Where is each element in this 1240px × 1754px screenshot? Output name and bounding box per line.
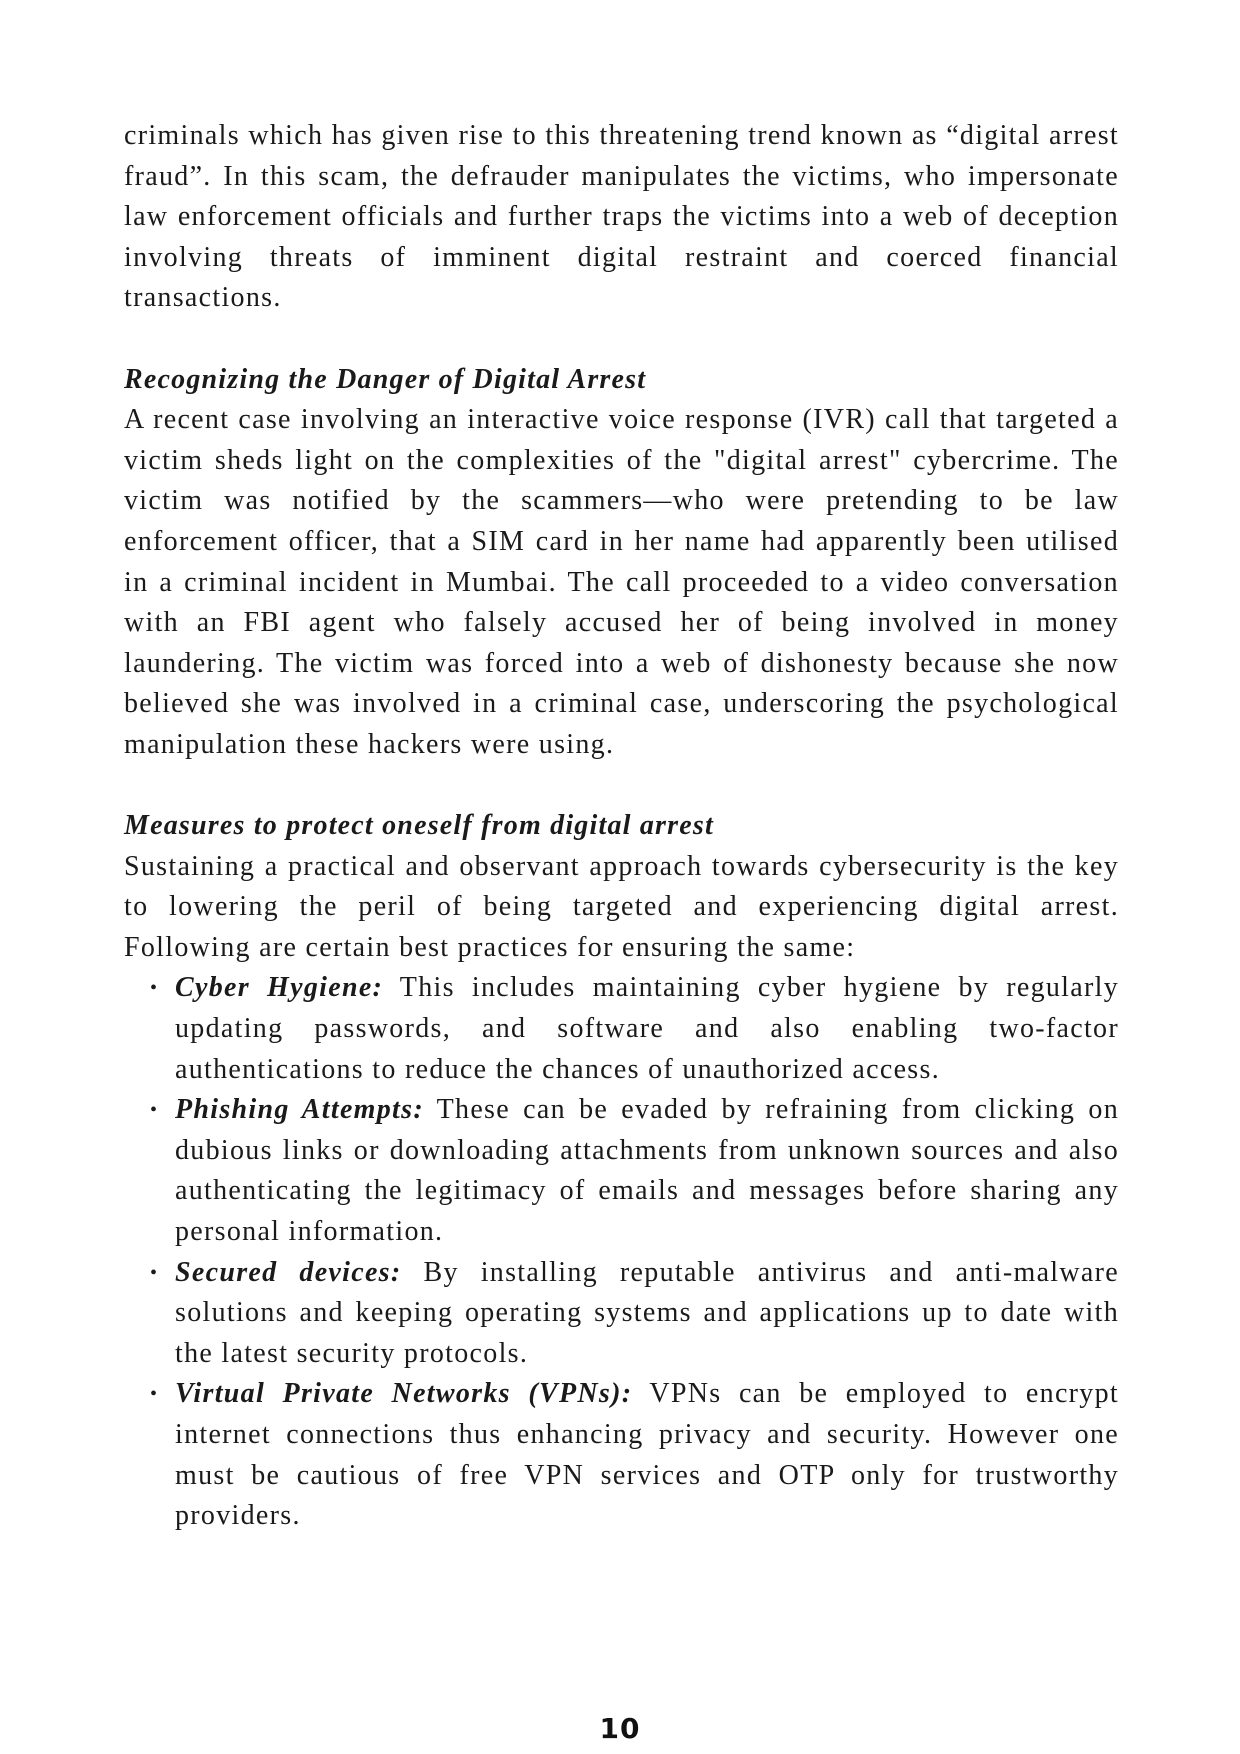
list-item-vpns — [124, 1374, 1119, 1536]
list-item-cyber-hygiene — [124, 968, 1119, 1090]
section-heading-danger: Recognizing the Danger of Digital Arrest — [124, 363, 647, 395]
bullet-icon: • — [150, 1261, 159, 1284]
bullet-icon: • — [150, 977, 159, 1000]
page-number: 10 — [599, 1712, 641, 1745]
list-item-text: These can be evaded by refraining from clicking on dubious links or downloading attachments from unknown sources and also authenticating the legitimacy of emails and messages before sharing any personal information. — [175, 1094, 1120, 1248]
list-item-text: This includes maintaining cyber hygiene by regularly updating passwords, and software and also enabling two-factor authentications to reduce the chances of unauthorized access. — [175, 972, 1119, 1085]
list-item-text: VPNs can be employed to encrypt internet connections thus enhancing privacy and security. However one must be cautious of free VPN services and OTP only for trustworthy providers. — [175, 1378, 1119, 1532]
intro-paragraph: criminals which has given rise to this threatening trend known as “digital arrest fraud”. In this scam, the defrauder manipulates the victims, who impersonate law enforcement officials and further traps the victims into a web of deception involving threats of imminent digital restraint and coerced financial transactions. — [124, 120, 1119, 314]
danger-paragraph: A recent case involving an interactive voice response (IVR) call that targeted a victim sheds light on the complexities of the "digital arrest" cybercrime. The victim was notified by the scammers—who were pretending to be law enforcement officer, that a SIM card in her name had apparently been utilised in a criminal incident in Mumbai. The call proceeded to a video conversation with an FBI agent who falsely accused her of being involved in money laundering. The victim was forced into a web of dishonesty because she now believed she was involved in a criminal case, underscoring the psychological manipulation these hackers were using. — [124, 404, 1119, 760]
bullet-icon: • — [150, 1383, 159, 1406]
list-item-term: Virtual Private Networks (VPNs): — [175, 1378, 633, 1410]
bullet-icon: • — [150, 1099, 159, 1122]
section-spacer — [124, 319, 1119, 360]
list-item-term: Cyber Hygiene: — [175, 972, 384, 1004]
measures-list — [124, 968, 1119, 1536]
list-item-term: Phishing Attempts: — [175, 1094, 424, 1126]
section-spacer — [124, 766, 1119, 807]
list-item-term: Secured devices: — [175, 1256, 402, 1288]
list-item-secured-devices — [124, 1253, 1119, 1375]
list-item-phishing-attempts — [124, 1090, 1119, 1252]
measures-paragraph: Sustaining a practical and observant approach towards cybersecurity is the key to lowering the peril of being targeted and experiencing digital arrest. Following are certain best practices for ensuring the same: — [124, 850, 1119, 963]
list-item-text: By installing reputable antivirus and anti-malware solutions and keeping operating systems and applications up to date with the latest security protocols. — [175, 1256, 1119, 1369]
page-body — [124, 116, 1119, 1537]
section-heading-measures: Measures to protect oneself from digital arrest — [124, 810, 714, 842]
